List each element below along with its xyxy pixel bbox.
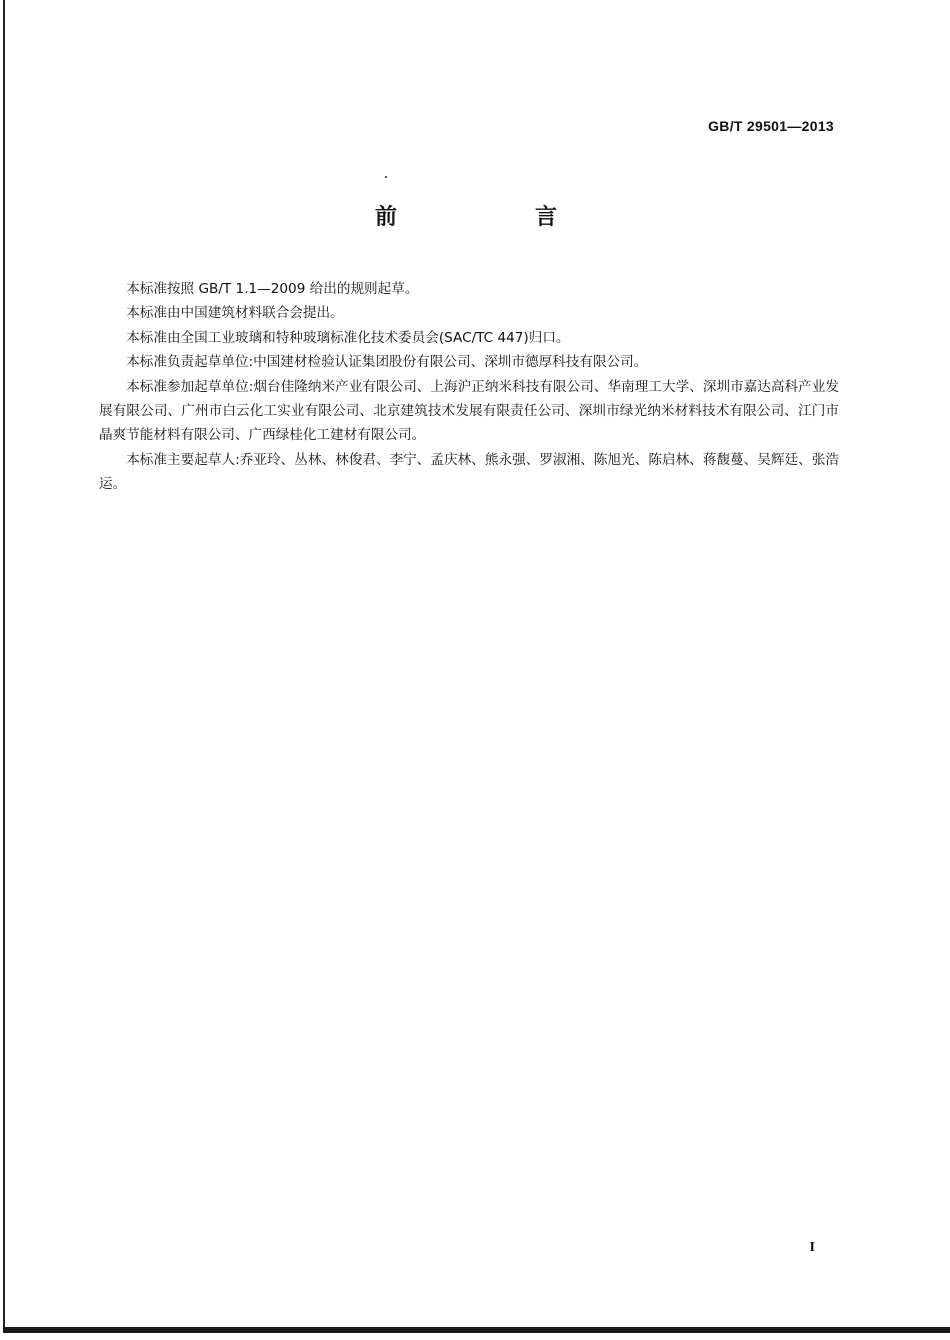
foreword-body (99, 277, 839, 497)
standard-code: GB/T 29501—2013 (708, 118, 834, 134)
paragraph-responsible-drafters: 本标准负责起草单位:中国建材检验认证集团股份有限公司、深圳市德厚科技有限公司。 (126, 354, 648, 371)
page-title: 前 言 (374, 205, 615, 230)
paragraph-administered-by: 本标准由全国工业玻璃和特种玻璃标准化技术委员会(SAC/TC 447)归口。 (126, 329, 570, 346)
paragraph-participating-drafters: 本标准参加起草单位:烟台佳隆纳米产业有限公司、上海沪正纳米科技有限公司、华南理工大学、深圳市嘉达高科产业发展有限公司、广州市白云化工实业有限公司、北京建筑技术发展有限责任公司、深圳市绿光纳米材料技术有限公司、江门市晶爽节能材料有限公司、广西绿桂化工建材有限公司。 (99, 378, 839, 444)
scan-speck (385, 176, 387, 178)
page-number: I (809, 1240, 815, 1255)
paragraph-proposed-by: 本标准由中国建筑材料联合会提出。 (126, 305, 344, 322)
paragraph-drafting-rules: 本标准按照 GB/T 1.1—2009 给出的规则起草。 (126, 281, 419, 297)
scan-edge-bottom (3, 1327, 950, 1333)
paragraph-main-drafters: 本标准主要起草人:乔亚玲、丛林、林俊君、李宁、孟庆林、熊永强、罗淑湘、陈旭光、陈启林、蒋馥蔓、吴辉廷、张浩运。 (99, 451, 839, 493)
